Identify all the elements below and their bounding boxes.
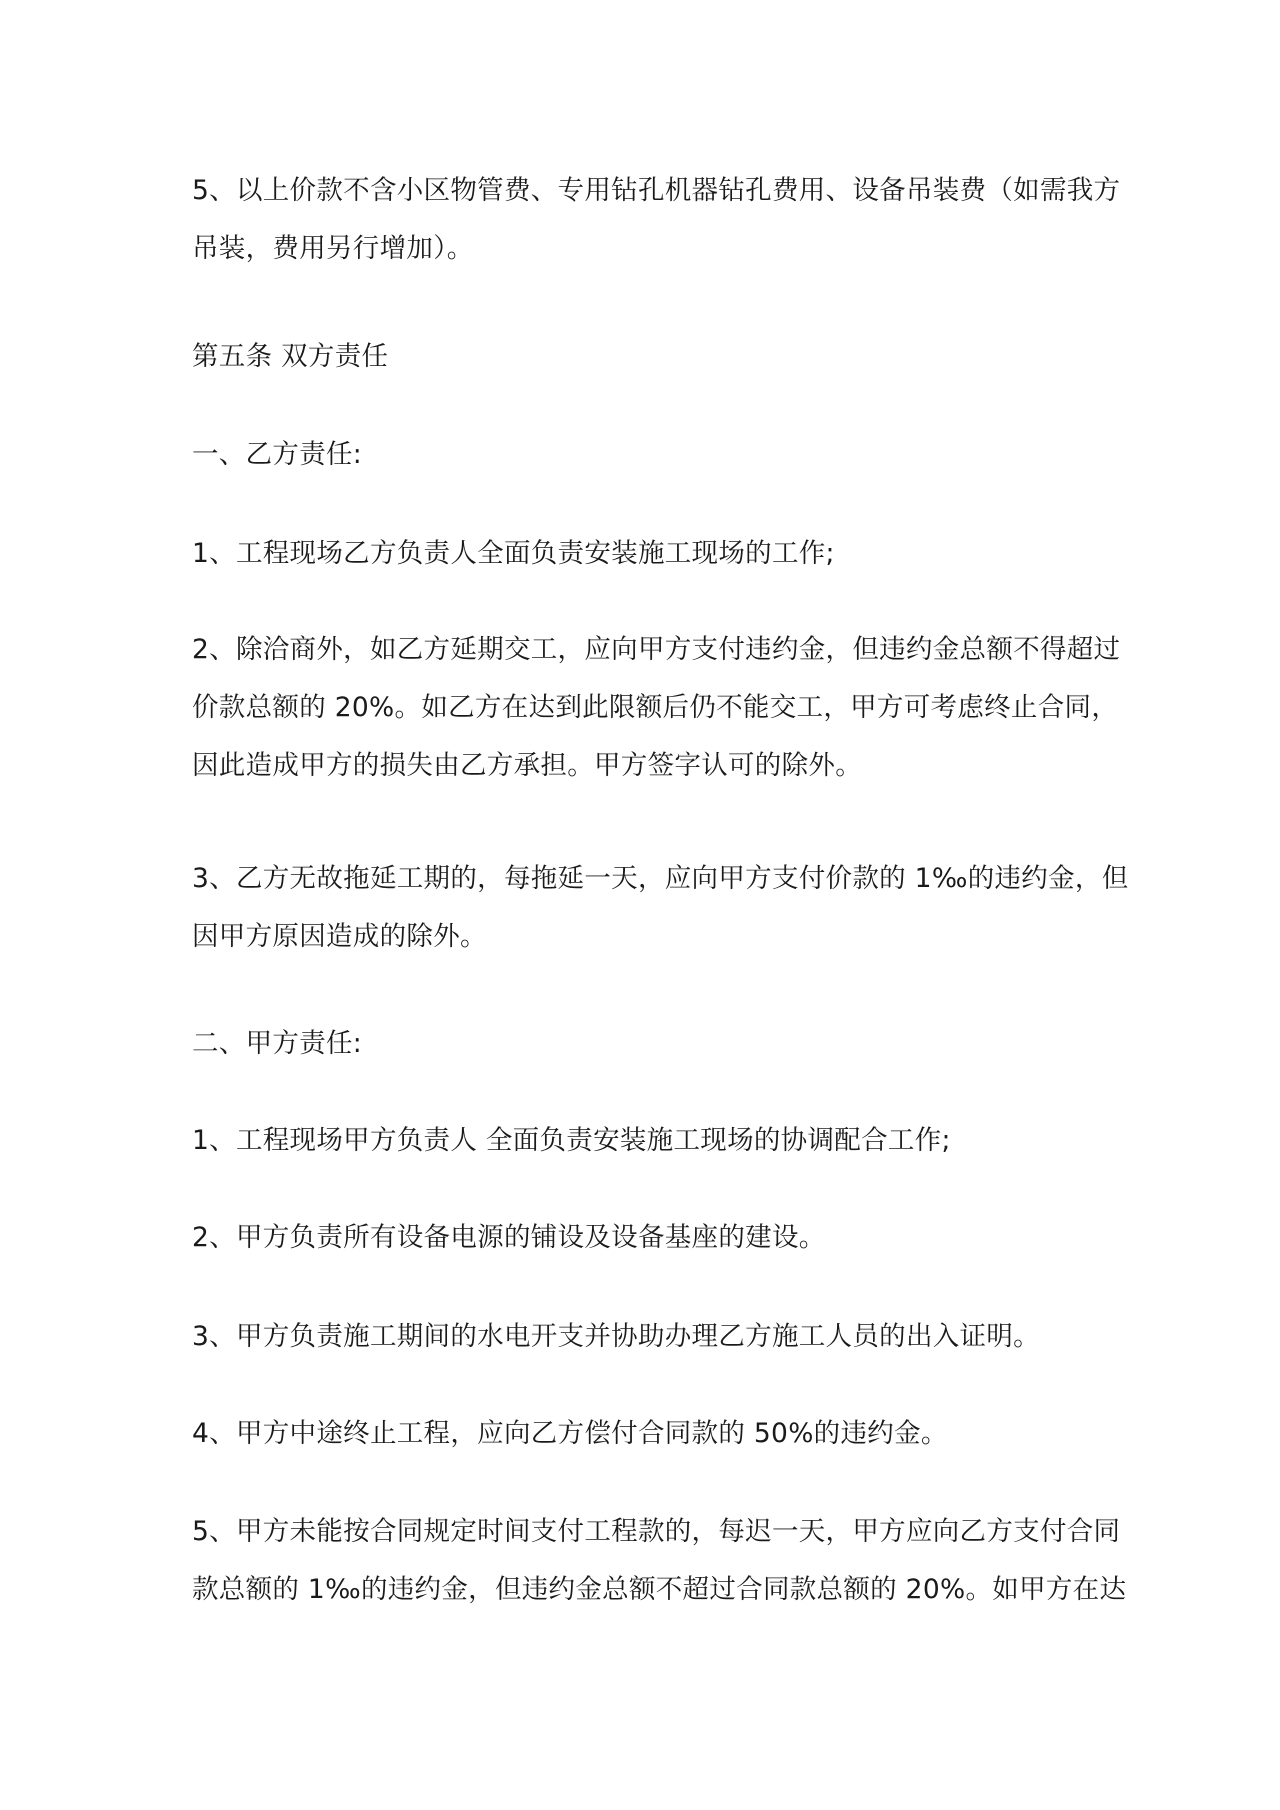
paragraph-party-b-2 [192,621,1121,795]
text-line: 2、甲方负责所有设备电源的铺设及设备基座的建设。 [192,1222,826,1253]
paragraph-party-a-2 [192,1209,1092,1267]
party-b-heading [192,426,1092,484]
text-line: 1、工程现场乙方负责人全面负责安装施工现场的工作; [192,538,835,569]
article-5-title [192,328,1092,386]
paragraph-party-a-3 [192,1308,1092,1366]
text-line: 1、工程现场甲方负责人 全面负责安装施工现场的协调配合工作; [192,1125,951,1156]
text-line: 一、乙方责任: [192,439,363,470]
text-line: 5、甲方未能按合同规定时间支付工程款的，每迟一天，甲方应向乙方支付合同 [192,1516,1121,1547]
text-line: 3、乙方无故拖延工期的，每拖延一天，应向甲方支付价款的 1‰的违约金，但 [192,863,1129,894]
paragraph-party-a-5 [192,1503,1127,1619]
text-line: 5、以上价款不含小区物管费、专用钻孔机器钻孔费用、设备吊装费（如需我方 [192,175,1121,206]
text-line: 2、除洽商外，如乙方延期交工，应向甲方支付违约金，但违约金总额不得超过 [192,634,1121,665]
text-line: 吊装，费用另行增加）。 [192,233,474,264]
text-line: 4、甲方中途终止工程，应向乙方偿付合同款的 50%的违约金。 [192,1418,948,1449]
text-line: 款总额的 1‰的违约金，但违约金总额不超过合同款总额的 20%。如甲方在达 [192,1574,1127,1605]
text-line: 第五条 双方责任 [192,341,389,372]
text-line: 二、甲方责任: [192,1028,363,1059]
paragraph-party-b-3 [192,850,1129,966]
party-a-heading [192,1015,1092,1073]
text-line: 价款总额的 20%。如乙方在达到此限额后仍不能交工，甲方可考虑终止合同， [192,692,1119,723]
text-line: 因此造成甲方的损失由乙方承担。甲方签字认可的除外。 [192,750,862,781]
text-line: 3、甲方负责施工期间的水电开支并协助办理乙方施工人员的出入证明。 [192,1321,1040,1352]
paragraph-party-a-1 [192,1112,1092,1170]
paragraph-party-b-1 [192,525,1092,583]
text-line: 因甲方原因造成的除外。 [192,921,487,952]
paragraph-party-a-4 [192,1405,1092,1463]
paragraph-price-note-5 [192,162,1121,278]
